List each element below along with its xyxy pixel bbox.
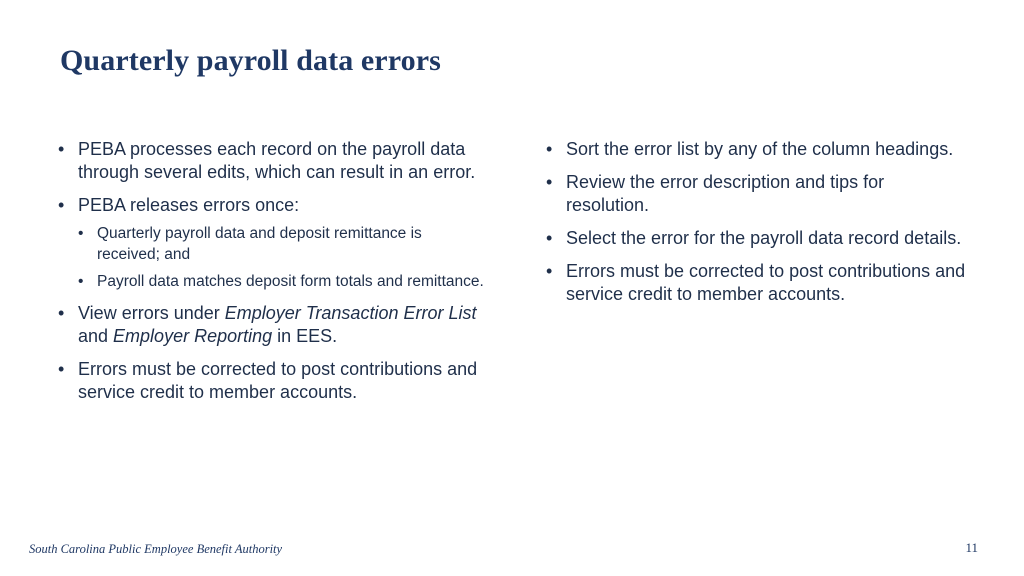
bullet-item: • Select the error for the payroll data record details. bbox=[546, 227, 966, 250]
bullet-item bbox=[58, 302, 488, 348]
bullet-item: • Sort the error list by any of the column headings. bbox=[546, 138, 966, 161]
sub-bullet-list bbox=[78, 223, 488, 292]
bullet-item: • Review the error description and tips for resolution. bbox=[546, 171, 966, 217]
right-column bbox=[546, 138, 966, 316]
left-column bbox=[58, 138, 488, 414]
bullet-text: in EES. bbox=[272, 326, 338, 346]
bullet-item: • PEBA processes each record on the payroll data through several edits, which can result in an error. bbox=[58, 138, 488, 184]
slide-title: Quarterly payroll data errors bbox=[60, 44, 441, 77]
emphasis-text: Employer Reporting bbox=[113, 326, 273, 346]
bullet-item bbox=[58, 194, 488, 292]
bullet-text: and bbox=[78, 326, 114, 346]
right-bullet-list bbox=[546, 138, 966, 306]
bullet-text: PEBA releases errors once: bbox=[78, 195, 300, 215]
page-number: 11 bbox=[965, 540, 978, 555]
footer-organization: South Carolina Public Employee Benefit Authority bbox=[29, 542, 283, 556]
sub-bullet-item: • Payroll data matches deposit form totals and remittance. bbox=[78, 271, 488, 292]
bullet-item: • Errors must be corrected to post contributions and service credit to member accounts. bbox=[58, 358, 488, 404]
emphasis-text: Employer Transaction Error List bbox=[224, 303, 477, 323]
bullet-item: • Errors must be corrected to post contributions and service credit to member accounts. bbox=[546, 260, 966, 306]
left-bullet-list bbox=[58, 138, 488, 404]
sub-bullet-item: • Quarterly payroll data and deposit remittance is received; and bbox=[78, 223, 488, 265]
bullet-text: View errors under bbox=[78, 303, 225, 323]
